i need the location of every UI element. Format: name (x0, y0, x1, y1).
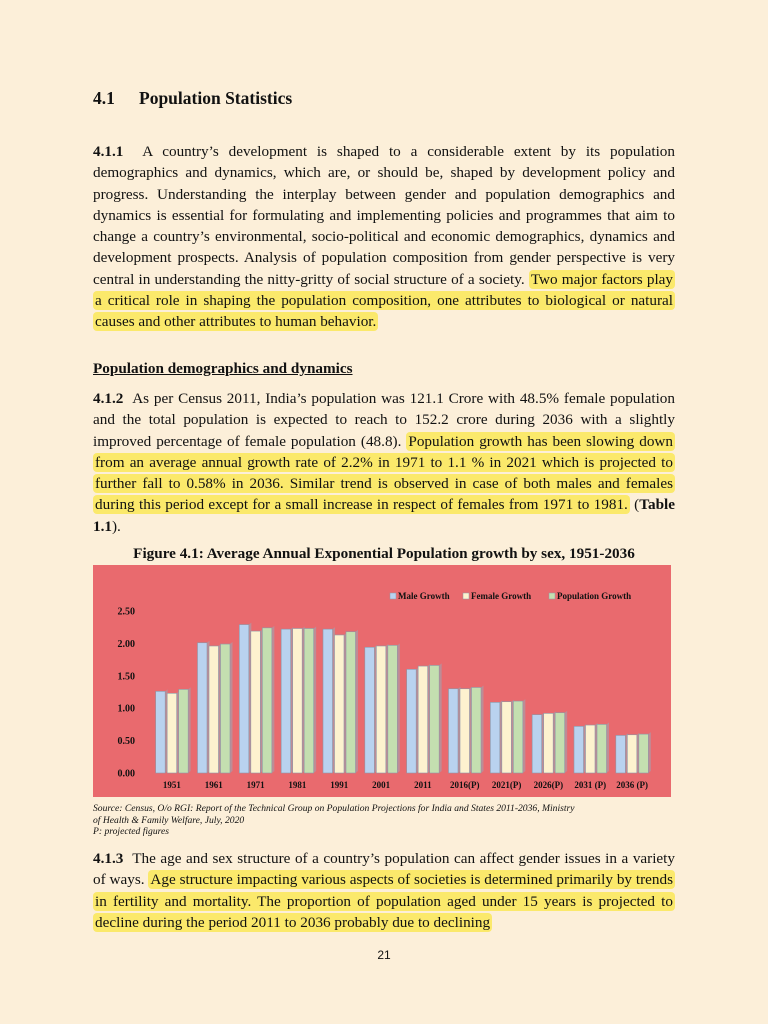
x-tick-label: 1961 (204, 780, 223, 790)
bar-population-growth (555, 713, 565, 773)
bar-male-growth (323, 629, 333, 773)
legend-swatch (390, 593, 396, 599)
source-line-1: Source: Census, O/o RGI: Report of the Technical Group on Population Projections for India and States 2011-2036, Ministry (93, 803, 575, 814)
y-tick-label: 0.50 (117, 736, 135, 748)
bar-female-growth (418, 666, 428, 773)
legend-label: Population Growth (557, 591, 632, 601)
paragraph-4-1-2 (93, 388, 675, 537)
bar-female-growth (209, 646, 219, 773)
bar-population-growth (430, 665, 440, 773)
bar-chart (93, 565, 671, 797)
bar-male-growth (490, 702, 500, 773)
chart-legend (390, 591, 631, 601)
bar-male-growth (532, 715, 542, 773)
bar-male-growth (574, 726, 584, 773)
paragraph-tail: ( (629, 496, 640, 514)
x-tick-label: 1971 (246, 780, 265, 790)
bar-population-growth (221, 644, 231, 773)
bar-male-growth (239, 625, 249, 773)
paragraph-number: 4.1.3 (93, 850, 124, 867)
bar-side (481, 685, 484, 773)
bar-side (188, 687, 191, 773)
bar-side (397, 643, 400, 773)
bar-population-growth (597, 724, 607, 773)
chart-bars (156, 623, 651, 773)
chart-svg (93, 565, 671, 797)
x-tick-label: 2021(P) (491, 780, 522, 790)
bar-male-growth (616, 735, 626, 773)
bar-side (314, 626, 317, 773)
bar-side (356, 630, 359, 773)
bar-male-growth (365, 647, 375, 773)
bar-population-growth (388, 645, 398, 773)
source-line-2: of Health & Family Welfare, July, 2020 (93, 814, 245, 826)
x-tick-label: 2026(P) (533, 780, 564, 790)
bar-side (648, 732, 651, 773)
bar-male-growth (156, 691, 166, 773)
x-tick-label: 2031 (P) (574, 780, 607, 790)
bar-male-growth (198, 643, 208, 773)
bar-population-growth (262, 628, 272, 773)
paragraph-tail-close: ). (111, 517, 121, 535)
x-tick-label: 1991 (330, 780, 349, 790)
bar-female-growth (460, 689, 470, 773)
y-tick-label: 1.50 (117, 671, 135, 683)
bar-population-growth (472, 687, 482, 773)
y-tick-label: 2.50 (117, 606, 135, 618)
legend-label: Female Growth (471, 591, 532, 601)
x-tick-label: 1981 (288, 780, 307, 790)
bar-female-growth (544, 713, 554, 773)
bar-male-growth (449, 689, 459, 773)
section-number: 4.1 (93, 88, 115, 108)
highlighted-text: Two major factors play a critical role in shaping the population composition, one attributes to biological or natural causes and other attributes to human behavior. (95, 270, 674, 331)
figure-source (93, 803, 693, 838)
bar-side (607, 722, 610, 773)
paragraph-number: 4.1.2 (93, 390, 124, 407)
subheading: Population demographics and dynamics (93, 360, 353, 377)
x-tick-label: 1951 (162, 780, 181, 790)
y-tick-label: 2.00 (117, 638, 135, 650)
bar-male-growth (281, 629, 291, 773)
bar-female-growth (376, 646, 386, 773)
bar-side (439, 663, 442, 773)
bar-female-growth (586, 725, 596, 773)
bar-population-growth (304, 628, 314, 773)
bar-population-growth (346, 632, 356, 773)
source-note: P: projected figures (93, 826, 170, 837)
table-reference: Table 1.1 (93, 496, 675, 535)
paragraph-4-1-1 (93, 141, 675, 333)
bar-side (272, 626, 275, 773)
bar-population-growth (179, 689, 189, 773)
legend-swatch (463, 593, 469, 599)
figure-title: Figure 4.1: Average Annual Exponential Population growth by sex, 1951-2036 (133, 545, 635, 562)
bar-female-growth (293, 628, 303, 773)
bar-female-growth (627, 735, 637, 773)
x-axis (163, 780, 648, 790)
bar-female-growth (335, 635, 345, 773)
legend-swatch (549, 593, 555, 599)
bar-side (523, 699, 526, 773)
paragraph-text: The age and sex structure of a country’s population can affect gender issues in a variety of ways. (93, 850, 675, 889)
paragraph-4-1-3 (93, 848, 675, 933)
bar-female-growth (167, 693, 177, 773)
highlighted-text: Population growth has been slowing down from an average annual growth rate of 2.2% in 1971 to 1.1 % in 2021 which is projected to further fall to 0.58% in 2036. Similar trend is observed in case of both males and females during this period except for a small increase in respect of females from 1971 to 1981. (95, 432, 673, 514)
x-tick-label: 2001 (372, 780, 391, 790)
bar-population-growth (513, 701, 523, 773)
section-title: Population Statistics (139, 88, 293, 108)
page-number: 21 (377, 948, 391, 962)
x-tick-label: 2016(P) (450, 780, 480, 790)
paragraph-number: 4.1.1 (93, 143, 124, 160)
x-tick-label: 2011 (414, 780, 432, 790)
bar-side (230, 642, 233, 773)
x-tick-label: 2036 (P) (616, 780, 648, 790)
bar-female-growth (251, 631, 260, 773)
paragraph-text: As per Census 2011, India’s population was 121.1 Crore with 48.5% female population and the total population is expected to reach to 152.2 crore during 2036 with a slightly improved percentage of female population (48.8). (93, 390, 675, 450)
y-tick-label: 0.00 (117, 768, 135, 780)
highlighted-text: Age structure impacting various aspects of societies is determined primarily by trends in fertility and mortality. The proportion of population aged under 15 years is projected to decline during the period 2011 to 2036 probably due to declining (95, 871, 673, 931)
section-heading (93, 88, 292, 109)
bar-male-growth (407, 669, 417, 773)
bar-population-growth (639, 734, 649, 773)
y-tick-label: 1.00 (117, 703, 135, 715)
y-axis (118, 607, 136, 780)
paragraph-text: A country’s development is shaped to a considerable extent by its population demographics and dynamics, which are, or should be, shaped by development policy and progress. Understanding the interplay between gender and population demographics and dynamics is essential for formulating and implementing policies and programmes that aim to change a country’s environmental, socio-political and economic demographics, dynamics and development prospects. Analysis of population composition from gender perspective is very central in understanding the nitty-gritty of social structure of a society. (93, 143, 675, 288)
legend-label: Male Growth (398, 591, 450, 601)
bar-female-growth (502, 702, 512, 773)
bar-side (565, 711, 568, 773)
